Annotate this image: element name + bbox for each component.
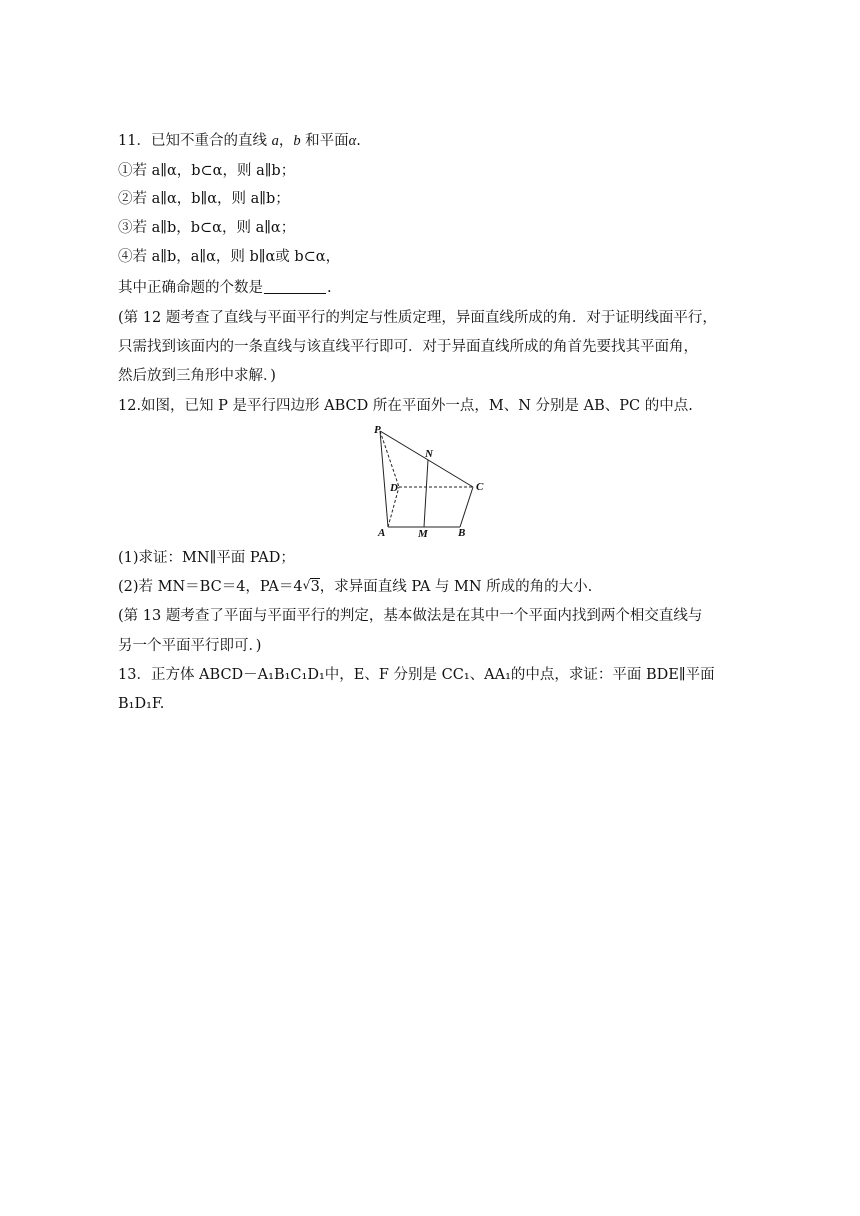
edge-PD xyxy=(380,431,399,487)
q11-option-1: ①若 a∥α，b⊂α，则 a∥b； xyxy=(118,163,296,179)
edge-BC xyxy=(460,487,473,527)
q12-part1: (1)求证：MN∥平面 PAD； xyxy=(118,550,295,566)
label-C: C xyxy=(476,481,484,493)
edge-PA xyxy=(380,431,388,527)
q11-option-2: ②若 a∥α，b∥α，则 a∥b； xyxy=(118,191,290,207)
label-N: N xyxy=(425,448,433,460)
q11-question: 其中正确命题的个数是 . xyxy=(118,280,332,296)
label-A: A xyxy=(378,527,386,539)
q12-stem: 12.如图，已知 P 是平行四边形 ABCD 所在平面外一点，M、N 分别是 AB、PC 的中点. xyxy=(118,398,693,414)
label-P: P xyxy=(374,424,381,436)
q11-stem: 11．已知不重合的直线 a，b 和平面α. xyxy=(118,133,361,149)
label-D: D xyxy=(390,482,398,494)
pyramid-figure xyxy=(368,420,492,540)
segment-MN xyxy=(424,460,428,527)
note13-line2: 另一个平面平行即可．) xyxy=(118,638,262,654)
note12-line1: (第 12 题考查了直线与平面平行的判定与性质定理，异面直线所成的角．对于证明线面平行， xyxy=(118,310,717,326)
label-M: M xyxy=(418,528,428,540)
q11-option-4: ④若 a∥b，a∥α，则 b∥α或 b⊂α， xyxy=(118,249,341,265)
sqrt-symbol: √ 3 xyxy=(302,578,320,595)
note12-line2: 只需找到该面内的一条直线与该直线平行即可．对于异面直线所成的角首先要找其平面角， xyxy=(118,339,698,355)
label-B: B xyxy=(458,527,466,539)
q13-line1: 13．正方体 ABCD－A₁B₁C₁D₁中，E、F 分别是 CC₁、AA₁的中点，求证：平面 BDE∥平面 xyxy=(118,667,715,683)
q13-line2: B₁D₁F. xyxy=(118,696,165,712)
q11-option-3: ③若 a∥b，b⊂α，则 a∥α； xyxy=(118,220,296,236)
note12-line3: 然后放到三角形中求解．) xyxy=(118,368,276,384)
answer-blank xyxy=(264,280,326,294)
q12-part2: (2)若 MN＝BC＝4，PA＝4 √ 3，求异面直线 PA 与 MN 所成的角的大小. xyxy=(118,578,593,595)
note13-line1: (第 13 题考查了平面与平面平行的判定，基本做法是在其中一个平面内找到两个相交直线与 xyxy=(118,608,703,624)
